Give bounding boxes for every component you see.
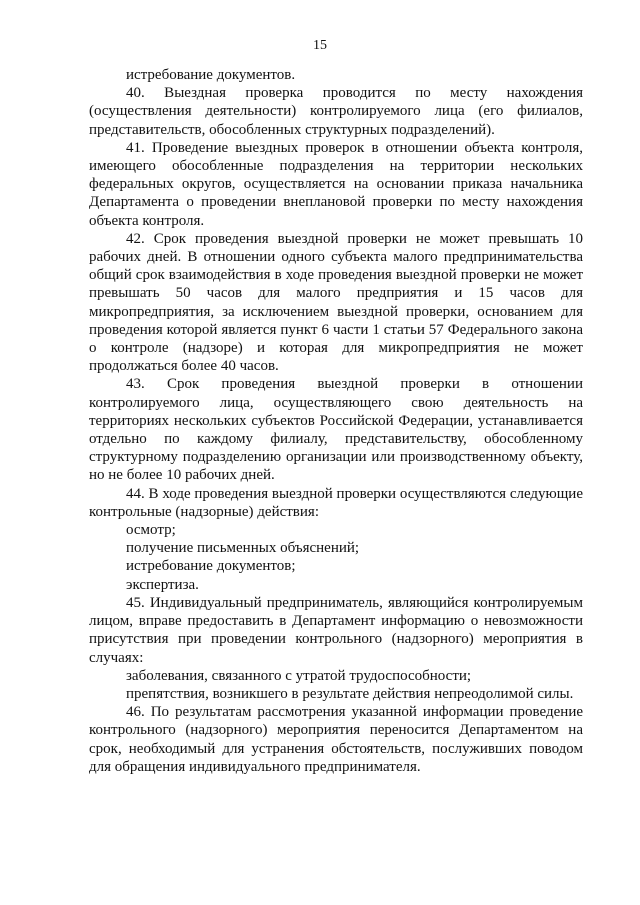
paragraph-42: 42. Срок проведения выездной проверки не может превышать 10 рабочих дней. В отношении одного субъекта малого предпринимательства общий срок взаимодействия в ходе проведения выездной проверки не может превышать 50 часов для малого предприятия и 15 часов для микропредприятия, за исключением выездной проверки, основанием для проведения которой является пункт 6 части 1 статьи 57 Федерального закона о контроле (надзоре) и которая для микропредприятия не может продолжаться более 40 часов. <box>89 230 583 375</box>
list-item-illness: заболевания, связанного с утратой трудоспособности; <box>126 667 472 684</box>
paragraph-44: 44. В ходе проведения выездной проверки осуществляются следующие контрольные (надзорные) действия: <box>89 485 583 520</box>
paragraph-41: 41. Проведение выездных проверок в отношении объекта контроля, имеющего обособленные подразделения на территории нескольких федеральных округов, осуществляется на основании приказа начальника Департамента о проведении внеплановой проверки по месту нахождения объекта контроля. <box>89 139 583 229</box>
paragraph-45: 45. Индивидуальный предприниматель, являющийся контролируемым лицом, вправе предоставить в Департамент информацию о невозможности присутствия при проведении контрольного (надзорного) мероприятия в случаях: <box>89 594 583 666</box>
list-item-document-request: истребование документов; <box>126 558 296 575</box>
paragraph-continuation: истребование документов. <box>126 67 296 83</box>
list-item-expertise: экспертиза. <box>126 576 199 593</box>
document-body <box>89 66 583 776</box>
list-item-written-explanations: получение письменных объяснений; <box>126 540 360 557</box>
paragraph-46: 46. По результатам рассмотрения указанной информации проведение контрольного (надзорного) мероприятия переносится Департаментом на срок, необходимый для устранения обстоятельств, послуживших поводом для обращения индивидуального предпринимателя. <box>89 704 583 775</box>
paragraph-40: 40. Выездная проверка проводится по месту нахождения (осуществления деятельности) контролируемого лица (его филиалов, представительств, обособленных структурных подразделений). <box>89 85 583 138</box>
paragraph-43: 43. Срок проведения выездной проверки в отношении контролируемого лица, осуществляющего свою деятельность на территориях нескольких субъектов Российской Федерации, устанавливается отдельно по каждому филиалу, представительству, обособленному структурному подразделению организации или производственному объекту, но не более 10 рабочих дней. <box>89 376 583 484</box>
page-number: 15 <box>313 38 327 53</box>
list-item-force-majeure: препятствия, возникшего в результате действия непреодолимой силы. <box>126 685 574 702</box>
list-item-inspection: осмотр; <box>126 522 176 539</box>
